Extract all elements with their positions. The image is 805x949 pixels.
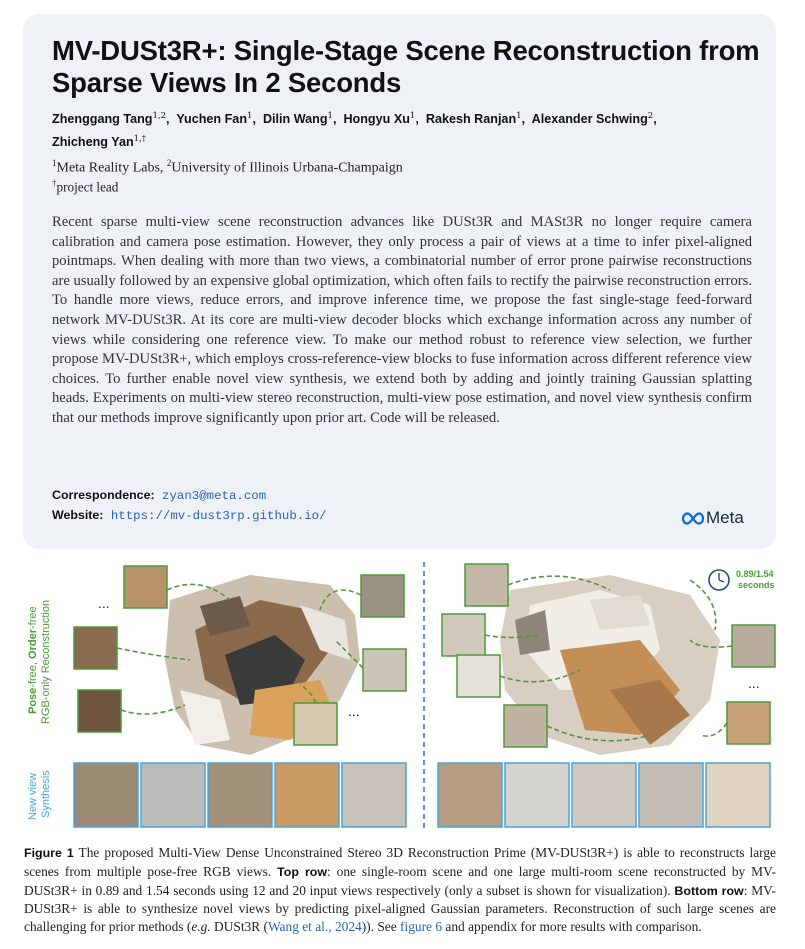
clock-icon	[709, 570, 729, 590]
caption-text: : one single-room scene and one large multi-room scene reconstructed by MV-DUSt3R+ in 0.89 and 1.54 seconds using 12 and 20 input views respectively (only a subset is shown for visualization).	[24, 863, 776, 898]
input-view-thumbnail	[727, 702, 770, 744]
caption-text: )). See	[361, 919, 401, 935]
novel-view-image	[208, 763, 272, 827]
meta-infinity-icon	[682, 512, 704, 525]
affiliation-uiuc: University of Illinois Urbana-Champaign	[171, 160, 403, 176]
author-name: Alexander Schwing	[531, 112, 648, 127]
dagger-mark: †	[52, 178, 57, 188]
input-view-thumbnail	[732, 625, 775, 667]
citation-link[interactable]: Wang et al., 2024	[267, 919, 362, 935]
input-view-thumbnail	[457, 655, 500, 697]
input-view-thumbnail	[465, 564, 508, 606]
caption-text: DUSt3R (	[210, 919, 268, 935]
author-list: Zhenggang Tang$^{1,2}$, Yuchen Fan$^1$, Dilin Wang$^1$, Hongyu Xu$^1$, Rakesh Ranjan$^1$, Alexander Schwing$^2$, Zhicheng Yan$^{1,\dagger}$	[52, 111, 657, 150]
author-affiliation-mark: 1	[516, 111, 522, 121]
author-affiliation-mark: 2	[647, 111, 654, 121]
author-name: Zhenggang Tang	[52, 112, 153, 127]
row-label-synthesis-line2: Synthesis	[40, 770, 52, 818]
row-label-synthesis: New view	[27, 772, 39, 820]
author-name: Zhicheng Yan	[52, 135, 134, 150]
website-line	[52, 508, 327, 523]
right-novel-views	[438, 763, 770, 827]
input-view-thumbnail	[442, 614, 485, 656]
affiliation-meta: Meta Reality Labs,	[56, 160, 164, 176]
novel-view-image	[438, 763, 502, 827]
caption-top-row: Top row	[277, 864, 327, 879]
author-name: Yuchen Fan	[176, 112, 248, 127]
author-affiliation-mark: 1,†	[133, 134, 147, 145]
meta-logo-text: Meta	[706, 508, 744, 527]
caption-text: and appendix for more results with comparison.	[442, 919, 702, 935]
left-novel-views	[74, 763, 406, 827]
novel-view-image	[141, 763, 205, 827]
author-name: Hongyu Xu	[343, 112, 410, 127]
novel-view-image	[505, 763, 569, 827]
meta-logo	[682, 508, 744, 528]
figure-caption	[24, 844, 776, 936]
input-view-thumbnail	[504, 705, 547, 747]
caption-eg: e.g.	[191, 919, 211, 935]
input-view-thumbnail	[124, 566, 167, 608]
ellipsis-left-bottom: ...	[348, 703, 360, 719]
website-label: Website:	[52, 508, 104, 522]
runtime-unit: seconds	[738, 580, 775, 590]
figure-1	[0, 556, 805, 838]
figure-6-link[interactable]: figure 6	[400, 919, 443, 935]
input-view-thumbnail	[363, 649, 406, 691]
ellipsis-right: ...	[748, 675, 760, 691]
novel-view-image	[275, 763, 339, 827]
novel-view-image	[74, 763, 138, 827]
row-label-reconstruction: Pose-free, Order-free	[27, 606, 39, 714]
runtime-value: 0.89/1.54	[736, 569, 774, 579]
input-view-thumbnail	[74, 627, 117, 669]
author-name: Rakesh Ranjan	[425, 112, 517, 127]
affiliation-mark: 2	[166, 158, 172, 168]
project-lead-text: project lead	[56, 179, 119, 195]
project-lead-note	[52, 173, 118, 197]
author-affiliation-mark: 1,2	[152, 111, 167, 121]
author-name: Dilin Wang	[262, 112, 328, 127]
abstract: Recent sparse multi-view scene reconstruction advances like DUSt3R and MASt3R no longer require camera calibration and camera pose estimation. However, they only process a pair of views at a time to infer pixel-aligned pointmaps. When dealing with more than two views, a combinatorial number of error prone pairwise reconstructions are usually followed by an expensive global optimization, which often fails to rectify the pairwise reconstruction errors. To handle more views, reduce errors, and improve inference time, we propose the fast single-stage feed-forward network MV-DUSt3R. At its core are multi-view decoder blocks which exchange information across any number of views while considering one reference view. To make our method robust to reference view selection, we further propose MV-DUSt3R+, which employs cross-reference-view blocks to fuse information across different reference view choices. To further enable novel view synthesis, we extend both by adding and jointly training Gaussian splatting heads. Experiments on multi-view stereo reconstruction, multi-view pose estimation, and novel view synthesis confirm that our methods improve significantly upon prior art. Code will be released.	[52, 214, 752, 426]
correspondence-line	[52, 488, 266, 503]
author-affiliation-mark: 1	[247, 111, 253, 121]
correspondence-email-link[interactable]: zyan3@meta.com	[162, 489, 267, 503]
input-view-thumbnail	[361, 575, 404, 617]
paper-title: MV-DUSt3R+: Single-Stage Scene Reconstruction from Sparse Views In 2 Seconds	[52, 35, 760, 98]
caption-text: The proposed Multi-View Dense Unconstrained Stereo 3D Reconstruction Prime (MV-DUSt3R+) is able to reconstructs large scenes from multiple pose-free RGB views.	[24, 845, 776, 879]
novel-view-image	[706, 763, 770, 827]
novel-view-image	[342, 763, 406, 827]
caption-bottom-row: Bottom row	[674, 883, 744, 898]
row-label-reconstruction-line2: RGB-only Reconstruction	[40, 599, 52, 724]
input-view-thumbnail	[294, 703, 337, 745]
website-link[interactable]: https://mv-dust3rp.github.io/	[110, 509, 327, 523]
author-affiliation-mark: 1	[409, 111, 416, 121]
ellipsis-left-top: ...	[98, 595, 110, 611]
author-affiliation-mark: 1	[327, 111, 333, 121]
affiliation-mark: 1	[52, 158, 57, 168]
novel-view-image	[572, 763, 636, 827]
correspondence-label: Correspondence:	[52, 488, 155, 502]
caption-text: : MV-DUSt3R+ is able to synthesize novel views by predicting pixel-aligned Gaussian parameters. Reconstruction of such large scenes are challenging for prior methods (	[24, 882, 776, 935]
novel-view-image	[639, 763, 703, 827]
input-view-thumbnail	[78, 690, 121, 732]
caption-label: Figure 1	[24, 846, 74, 860]
